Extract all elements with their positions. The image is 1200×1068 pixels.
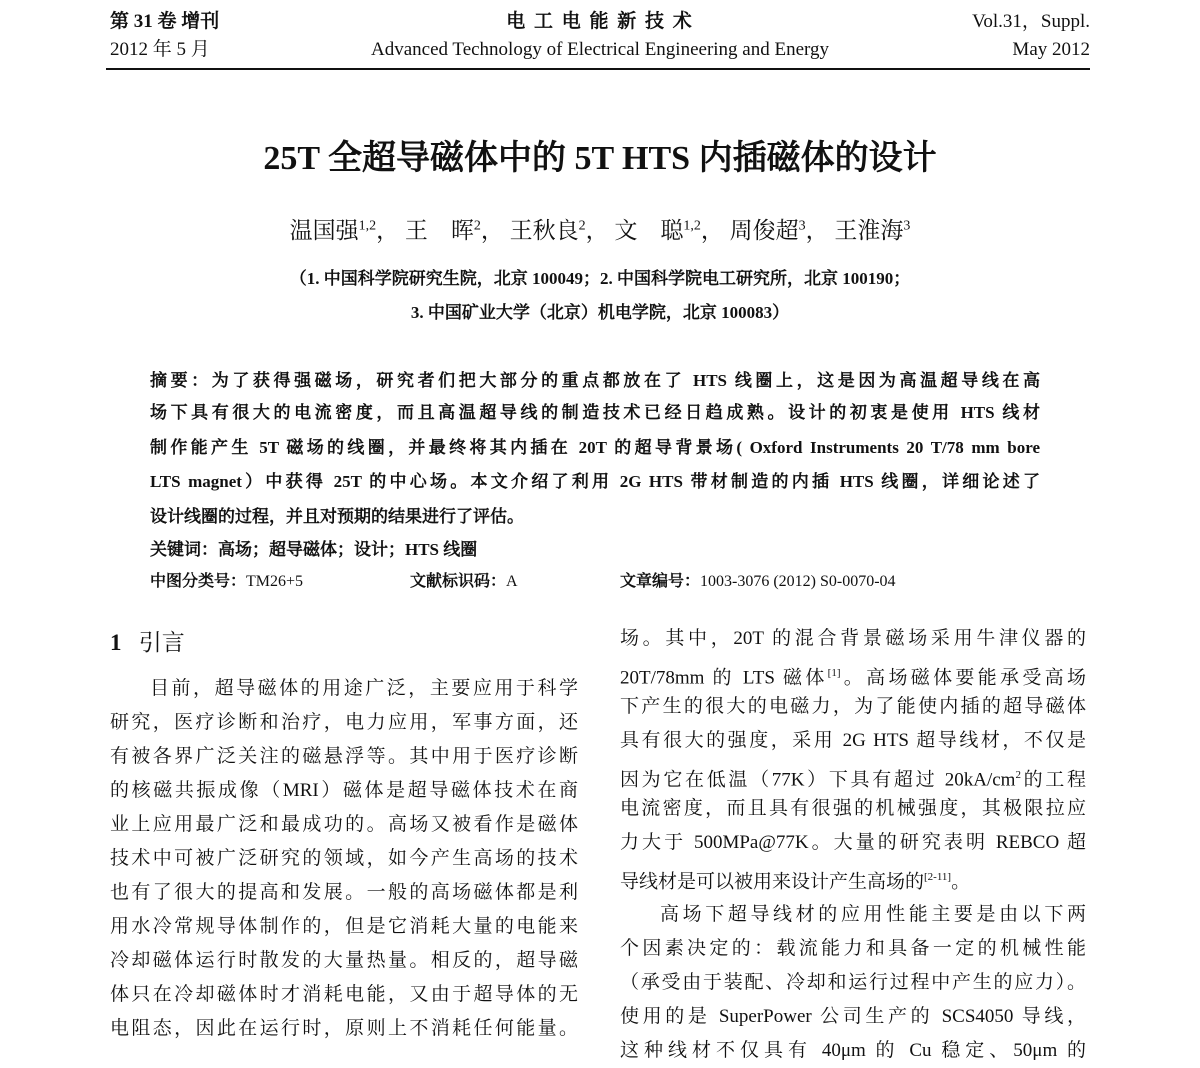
keywords: 关键词：高场；超导磁体；设计；HTS 线圈 <box>150 540 478 559</box>
body-line: 高场下超导线材的应用性能主要是由以下两 <box>660 904 1086 925</box>
body-line: 电流密度，而且具有很强的机械强度，其极限拉应 <box>620 798 1086 819</box>
classification-number: 中图分类号：TM26+5 <box>150 573 304 590</box>
citation[interactable]: [1] <box>827 667 841 679</box>
journal-name-cn: 电 工 电 能 新 技 术 <box>506 11 694 32</box>
body-line: 用水冷常规导体制作的，但是它消耗大量的电能来 <box>110 916 578 937</box>
body-line: 冷却磁体运行时散发的大量热量。相反的，超导磁 <box>110 950 578 971</box>
author: 王秋良$^2$， <box>509 218 609 243</box>
body-line: 20T/78mm 的 LTS 磁体[1]。高场磁体要能承受高场 <box>620 667 1086 689</box>
abstract-line: 场下具有很大的电流密度，而且高温超导线的制造技术已经日趋成熟。设计的初衷是使用 HTS 线材 <box>150 403 1040 422</box>
paper-title: 25T 全超导磁体中的 5T HTS 内插磁体的设计 <box>263 140 937 177</box>
author: 文 聪$^{1,2}$， <box>614 218 724 243</box>
body-line: 体只在冷却磁体时才消耗电能，又由于超导体的无 <box>110 984 578 1005</box>
body-line: （承受由于装配、冷却和运行过程中产生的应力）。 <box>620 972 1086 993</box>
body-line: 也有了很大的提高和发展。一般的高场磁体都是利 <box>110 882 578 903</box>
issue-date: 2012 年 5 月 <box>110 39 210 60</box>
body-line: 有被各界广泛关注的磁悬浮等。其中用于医疗诊断 <box>110 746 578 767</box>
body-line: 力大于 500MPa@77K。大量的研究表明 REBCO 超 <box>620 832 1086 853</box>
body-line: 电阻态，因此在运行时，原则上不消耗任何能量。 <box>110 1018 578 1039</box>
author: 王淮海$^3$ <box>834 218 911 243</box>
abstract-line: 摘要：为了获得强磁场，研究者们把大部分的重点都放在了 HTS 线圈上，这是因为高温超导线在高 <box>150 371 1041 390</box>
body-line: 个因素决定的：载流能力和具备一定的机械性能 <box>620 938 1086 959</box>
body-line: 下产生的很大的电磁力，为了能使内插的超导磁体 <box>620 696 1086 717</box>
body-line: 使用的是 SuperPower 公司生产的 SCS4050 导线， <box>620 1006 1086 1027</box>
right-column <box>620 622 1086 1068</box>
citation[interactable]: [2-11] <box>924 871 952 883</box>
author: 温国强$^{1,2}$， <box>289 218 400 243</box>
body-line: 因为它在低温（77K）下具有超过 $20kA/cm^2$的工程 <box>620 769 1086 791</box>
author: 周俊超$^3$， <box>729 218 829 243</box>
section-heading: 1 引言 <box>110 630 185 655</box>
body-line: 技术中可被广泛研究的领域，如今产生高场的技术 <box>110 848 578 869</box>
body-line: 的核磁共振成像（MRI）磁体是超导磁体技术在商 <box>110 780 578 801</box>
volume-supp: Vol.31，Suppl. <box>972 11 1090 32</box>
journal-volume-en <box>972 8 1090 64</box>
header-rule <box>106 68 1090 70</box>
abstract-label: 摘要： <box>150 371 212 390</box>
document-code: 文献标识码：A <box>410 573 518 590</box>
body-line: 导线材是可以被用来设计产生高场的[2-11]。 <box>620 871 971 893</box>
article-number: 文章编号：1003-3076 (2012) S0-0070-04 <box>620 573 896 590</box>
abstract-line: 设计线圈的过程，并且对预期的结果进行了评估。 <box>150 507 524 526</box>
abstract-line: 制作能产生 5T 磁场的线圈，并最终将其内插在 20T 的超导背景场( Oxford Instruments 20 T/78 mm bore <box>150 438 1040 457</box>
body-line: 研究，医疗诊断和治疗，电力应用，军事方面，还 <box>110 712 578 733</box>
body-line: 具有很大的强度，采用 2G HTS 超导线材，不仅是 <box>620 730 1086 751</box>
author: 王 晖$^2$， <box>404 218 504 243</box>
affiliation-line: 3. 中国矿业大学（北京）机电学院，北京 100083） <box>410 303 790 322</box>
abstract-line: LTS magnet）中获得 25T 的中心场。本文介绍了利用 2G HTS 带材制造的内插 HTS 线圈，详细论述了 <box>150 472 1040 491</box>
left-column <box>110 672 578 1046</box>
issue-date-en: May 2012 <box>1012 39 1090 60</box>
author-list <box>0 212 1200 245</box>
affiliation-line: （1. 中国科学院研究生院，北京 100049；2. 中国科学院电工研究所，北京 100190； <box>289 269 911 288</box>
journal-name-en: Advanced Technology of Electrical Engineering and Energy <box>370 39 830 60</box>
volume-issue: 第 31 卷 增刊 <box>110 11 220 32</box>
body-line: 场。其中，20T 的混合背景磁场采用牛津仪器的 <box>620 628 1086 649</box>
body-line: 目前，超导磁体的用途广泛，主要应用于科学 <box>150 678 578 699</box>
body-line: 业上应用最广泛和最成功的。高场又被看作是磁体 <box>110 814 578 835</box>
body-line: 这种线材不仅具有 40μm 的 Cu 稳定、50μm 的 <box>620 1040 1086 1061</box>
